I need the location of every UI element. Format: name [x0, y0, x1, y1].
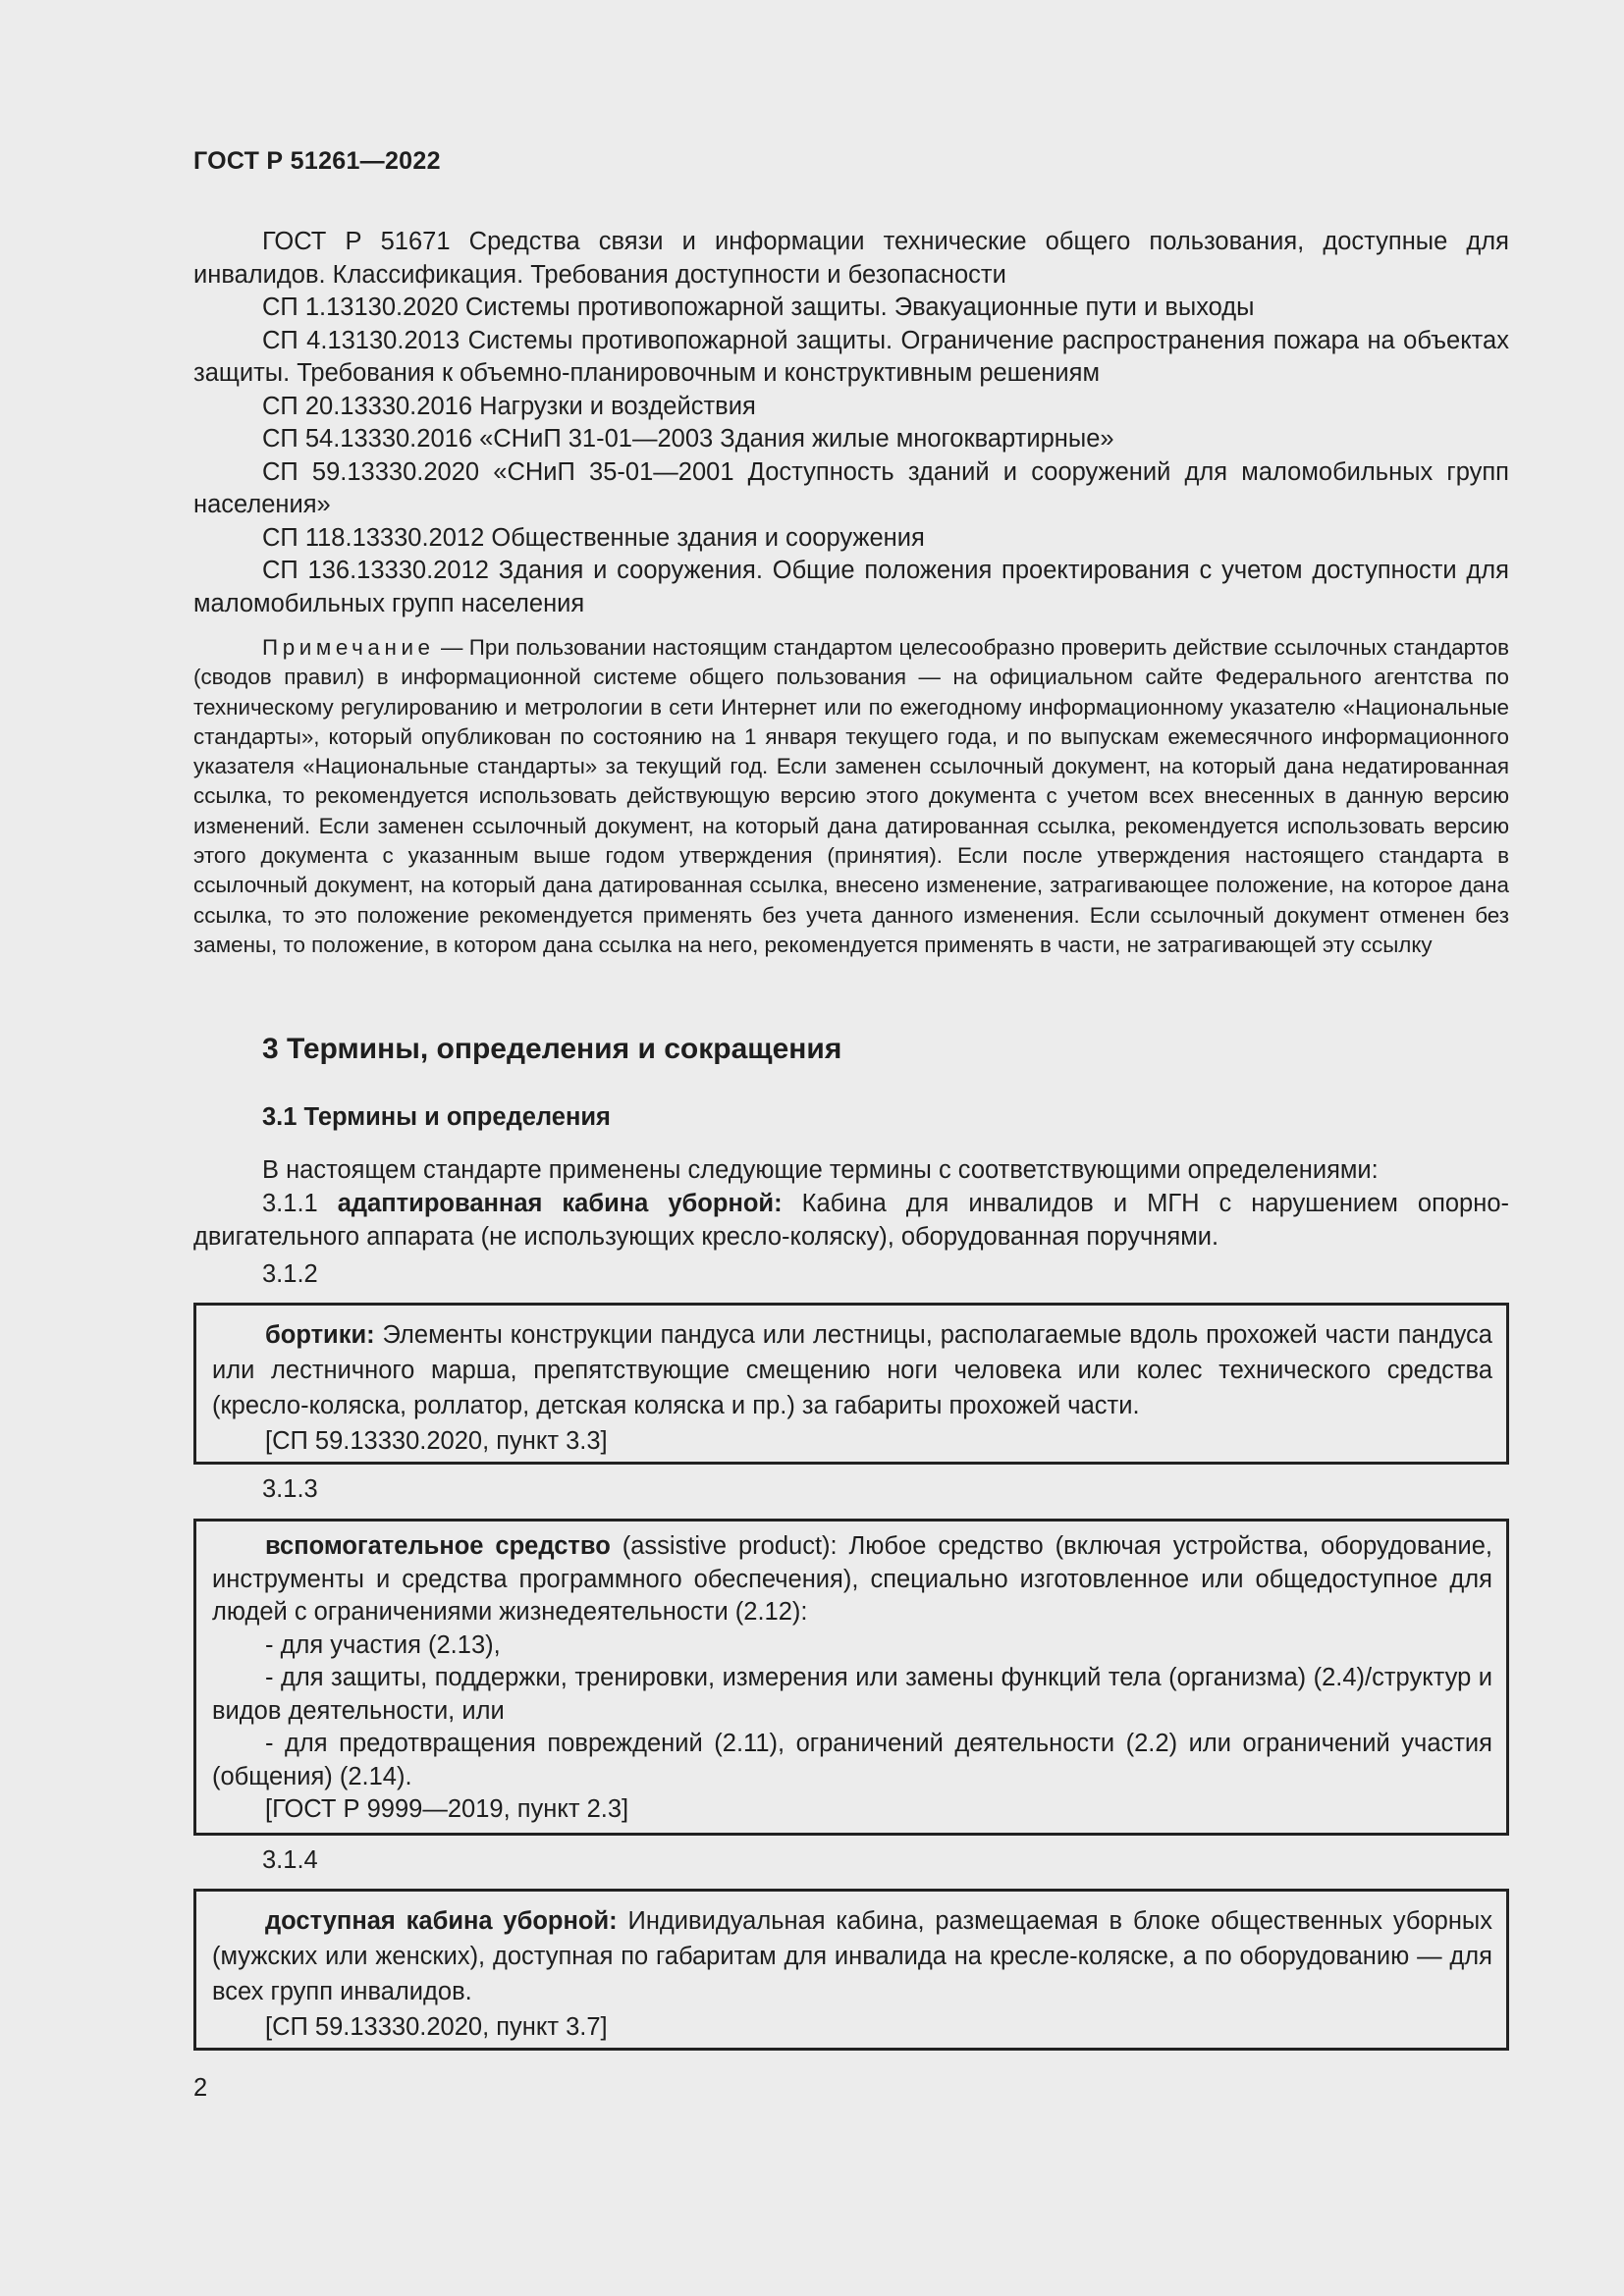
term-311 — [193, 1187, 1509, 1254]
terms-intro: В настоящем стандарте применены следующие термины с соответствующими определениями: — [262, 1156, 1379, 1184]
reference-item: СП 20.13330.2016 Нагрузки и воздействия — [262, 392, 756, 420]
section-title: 3 Термины, определения и сокращения — [262, 1033, 842, 1065]
subsection-title: 3.1 Термины и определения — [262, 1103, 611, 1131]
term-box-314 — [193, 1889, 1509, 2051]
term-source: [ГОСТ Р 9999—2019, пункт 2.3] — [265, 1795, 629, 1823]
term-number: 3.1.2 — [262, 1260, 318, 1288]
term-312 — [212, 1317, 1492, 1423]
term-number: 3.1.3 — [262, 1475, 318, 1503]
document-header: ГОСТ Р 51261—2022 — [193, 147, 441, 175]
term-name: бортики: — [265, 1321, 375, 1349]
note-text: — При пользовании настоящим стандартом целесообразно проверить действие ссылочных стандартов (сводов правил) в информационной системе общего пользования — на официальном сайте Федерального агентства по техническому регулированию и метрологии в сети Интернет или по ежегодному информационному указателю «Национальные стандарты», который опубликован по состоянию на 1 января текущего года, и по выпускам ежемесячного информационного указателя «Национальные стандарты» за текущий год. Если заменен ссылочный документ, на который дана недатированная ссылка, то рекомендуется использовать действующую версию этого документа с учетом всех внесенных в данную версию изменений. Если заменен ссылочный документ, на который дана датированная ссылка, рекомендуется использовать версию этого документа с указанным выше годом утверждения (принятия). Если после утверждения настоящего стандарта в ссылочный документ, на который дана датированная ссылка, внесено изменение, затрагивающее положение, на которое дана ссылка, то это положение рекомендуется применять без учета данного изменения. Если ссылочный документ отменен без замены, то положение, в котором дана ссылка на него, рекомендуется применять в части, не затрагивающей эту ссылку — [193, 635, 1509, 957]
term-definition: Кабина для инвалидов и МГН с нарушением опорно-двигательного аппарата (не использующих кресло-коляску), оборудованная поручнями. — [193, 1190, 1509, 1251]
term-list-item: - для предотвращения повреждений (2.11), ограничений деятельности (2.2) или ограничений участия (общения) (2.14). — [212, 1730, 1492, 1790]
term-definition: Элементы конструкции пандуса или лестницы, располагаемые вдоль прохожей части пандуса или лестничного марша, препятствующие смещению ноги человека или колес технического средства (кресло-коляска, роллатор, детская коляска и пр.) за габариты прохожей части. — [212, 1321, 1492, 1419]
term-box-312 — [193, 1303, 1509, 1465]
normative-references — [193, 226, 1509, 620]
term-source: [СП 59.13330.2020, пункт 3.7] — [265, 2013, 608, 2041]
reference-item: СП 118.13330.2012 Общественные здания и сооружения — [262, 523, 925, 552]
reference-item: СП 136.13330.2012 Здания и сооружения. Общие положения проектирования с учетом доступности для маломобильных групп населения — [193, 557, 1509, 617]
term-list-item: - для участия (2.13), — [265, 1630, 501, 1659]
page-number: 2 — [193, 2074, 208, 2102]
term-source: [СП 59.13330.2020, пункт 3.3] — [265, 1427, 608, 1455]
term-definition: Индивидуальная кабина, размещаемая в блоке общественных уборных (мужских или женских), доступная по габаритам для инвалида на кресле-коляске, а по оборудованию — для всех групп инвалидов. — [212, 1907, 1492, 2005]
term-list-item: - для защиты, поддержки, тренировки, измерения или замены функций тела (организма) (2.4)/структур и видов деятельности, или — [212, 1664, 1492, 1725]
reference-item: ГОСТ Р 51671 Средства связи и информации технические общего пользования, доступные для инвалидов. Классификация. Требования доступности и безопасности — [193, 228, 1509, 289]
note-label: Примечание — [262, 635, 435, 660]
note-paragraph — [193, 633, 1509, 960]
term-name: вспомогательное средство — [265, 1532, 611, 1560]
term-number: 3.1.1 — [262, 1190, 338, 1217]
term-name: адаптированная кабина уборной: — [337, 1190, 783, 1217]
term-313 — [212, 1530, 1492, 1629]
reference-item: СП 1.13130.2020 Системы противопожарной защиты. Эвакуационные пути и выходы — [262, 294, 1255, 321]
reference-item: СП 54.13330.2016 «СНиП 31-01—2003 Здания жилые многоквартирные» — [262, 425, 1114, 453]
term-number: 3.1.4 — [262, 1846, 318, 1874]
term-314 — [212, 1903, 1492, 2009]
terms-intro-block — [193, 1153, 1509, 1254]
term-box-313 — [193, 1519, 1509, 1836]
term-name: доступная кабина уборной: — [265, 1907, 618, 1935]
reference-item: СП 59.13330.2020 «СНиП 35-01—2001 Доступность зданий и сооружений для маломобильных групп населения» — [193, 457, 1509, 518]
term-definition: (assistive product): Любое средство (включая устройства, оборудование, инструменты и средства программного обеспечения), специально изготовленное или общедоступное для людей с ограничениями жизнедеятельности (2.12): — [212, 1532, 1492, 1626]
reference-item: СП 4.13130.2013 Системы противопожарной защиты. Ограничение распространения пожара на объектах защиты. Требования к объемно-планировочным и конструктивным решениям — [193, 326, 1509, 387]
